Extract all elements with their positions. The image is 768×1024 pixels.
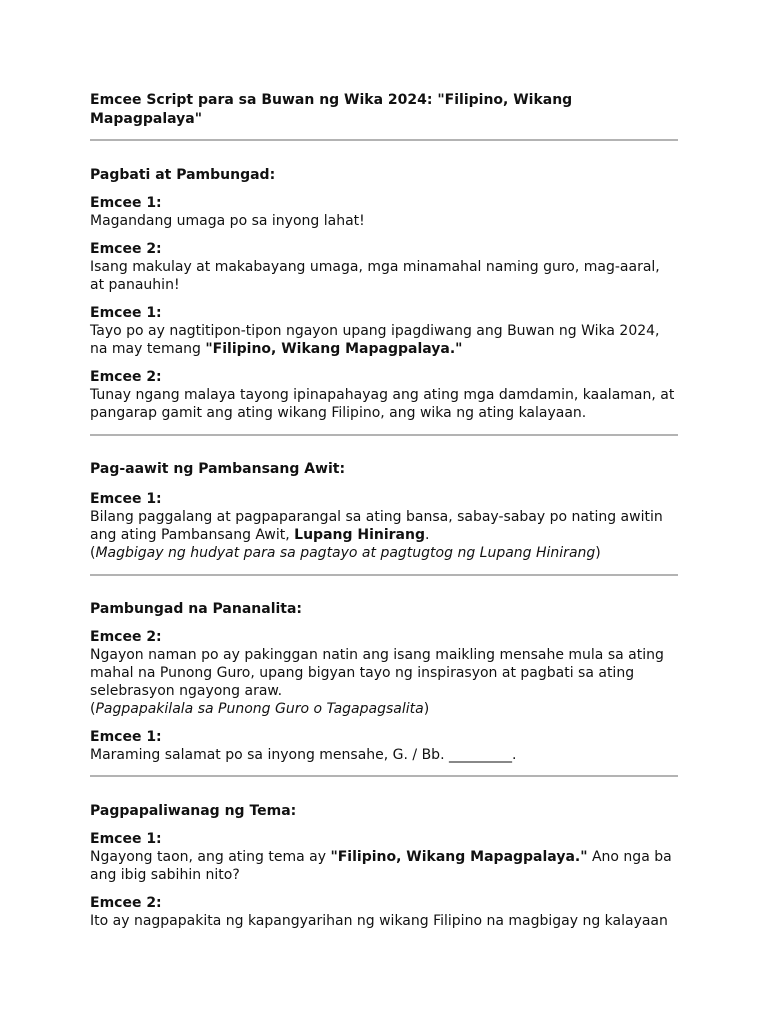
speaker-label: Emcee 1: [90, 831, 162, 847]
document-title: Emcee Script para sa Buwan ng Wika 2024: "Filipino, Wikang Mapagpalaya" [90, 92, 573, 127]
speaker-label: Emcee 1: [90, 305, 162, 321]
stage-direction-text: Pagpapakilala sa Punong Guro o Tagapagsalita [95, 701, 424, 717]
dialogue-text-part: Ano nga ba ang ibig sabihin nito? [90, 849, 672, 883]
theme-emphasis: "Filipino, Wikang Mapagpalaya." [205, 341, 463, 357]
divider [90, 775, 678, 777]
speaker-label: Emcee 2: [90, 241, 162, 257]
stage-direction: (Pagpapakilala sa Punong Guro o Tagapagsalita) [90, 701, 430, 717]
dialogue-text-part: Bilang paggalang at pagpaparangal sa ating bansa, sabay-sabay po nating awitin ang ating Pambansang Awit, [90, 509, 663, 543]
divider [90, 574, 678, 576]
dialogue-text [90, 508, 678, 544]
divider [90, 434, 678, 436]
dialogue-text-part: Tayo po ay nagtitipon-tipon ngayon upang ipagdiwang ang Buwan ng Wika 2024, na may temang [90, 323, 660, 357]
dialogue-text-part: . [425, 527, 430, 543]
dialogue-text: Ngayon naman po ay pakinggan natin ang isang maikling mensahe mula sa ating mahal na Punong Guro, upang bigyan tayo ng inspirasyon at pagbati sa ating selebrasyon ngayong araw. [90, 647, 664, 699]
section-heading-pagbati: Pagbati at Pambungad: [90, 167, 276, 183]
section-heading-pambansang-awit: Pag-aawit ng Pambansang Awit: [90, 461, 346, 477]
document-page [90, 91, 678, 930]
dialogue-text: Maraming salamat po sa inyong mensahe, G. / Bb. _________. [90, 747, 517, 763]
dialogue-text [90, 848, 678, 884]
speaker-label: Emcee 1: [90, 729, 162, 745]
dialogue-text [90, 322, 678, 358]
anthem-emphasis: Lupang Hinirang [294, 527, 425, 543]
speaker-label: Emcee 2: [90, 895, 162, 911]
dialogue-text: Tunay ngang malaya tayong ipinapahayag ang ating mga damdamin, kaalaman, at pangarap gamit ang ating wikang Filipino, ang wika ng ating kalayaan. [90, 387, 675, 421]
speaker-label: Emcee 2: [90, 369, 162, 385]
stage-direction: (Magbigay ng hudyat para sa pagtayo at pagtugtog ng Lupang Hinirang) [90, 545, 601, 561]
section-heading-pambungad: Pambungad na Pananalita: [90, 601, 303, 617]
divider [90, 139, 678, 141]
dialogue-text-part: Ngayong taon, ang ating tema ay [90, 849, 331, 865]
theme-emphasis: "Filipino, Wikang Mapagpalaya." [330, 849, 588, 865]
dialogue-text: Isang makulay at makabayang umaga, mga minamahal naming guro, mag-aaral, at panauhin! [90, 259, 660, 293]
speaker-label: Emcee 1: [90, 195, 162, 211]
dialogue-text: Ito ay nagpapakita ng kapangyarihan ng wikang Filipino na magbigay ng kalayaan [90, 913, 668, 929]
section-heading-tema: Pagpapaliwanag ng Tema: [90, 803, 297, 819]
speaker-label: Emcee 2: [90, 629, 162, 645]
speaker-label: Emcee 1: [90, 491, 162, 507]
dialogue-text: Magandang umaga po sa inyong lahat! [90, 213, 365, 229]
stage-direction-text: Magbigay ng hudyat para sa pagtayo at pagtugtog ng Lupang Hinirang [95, 545, 596, 561]
